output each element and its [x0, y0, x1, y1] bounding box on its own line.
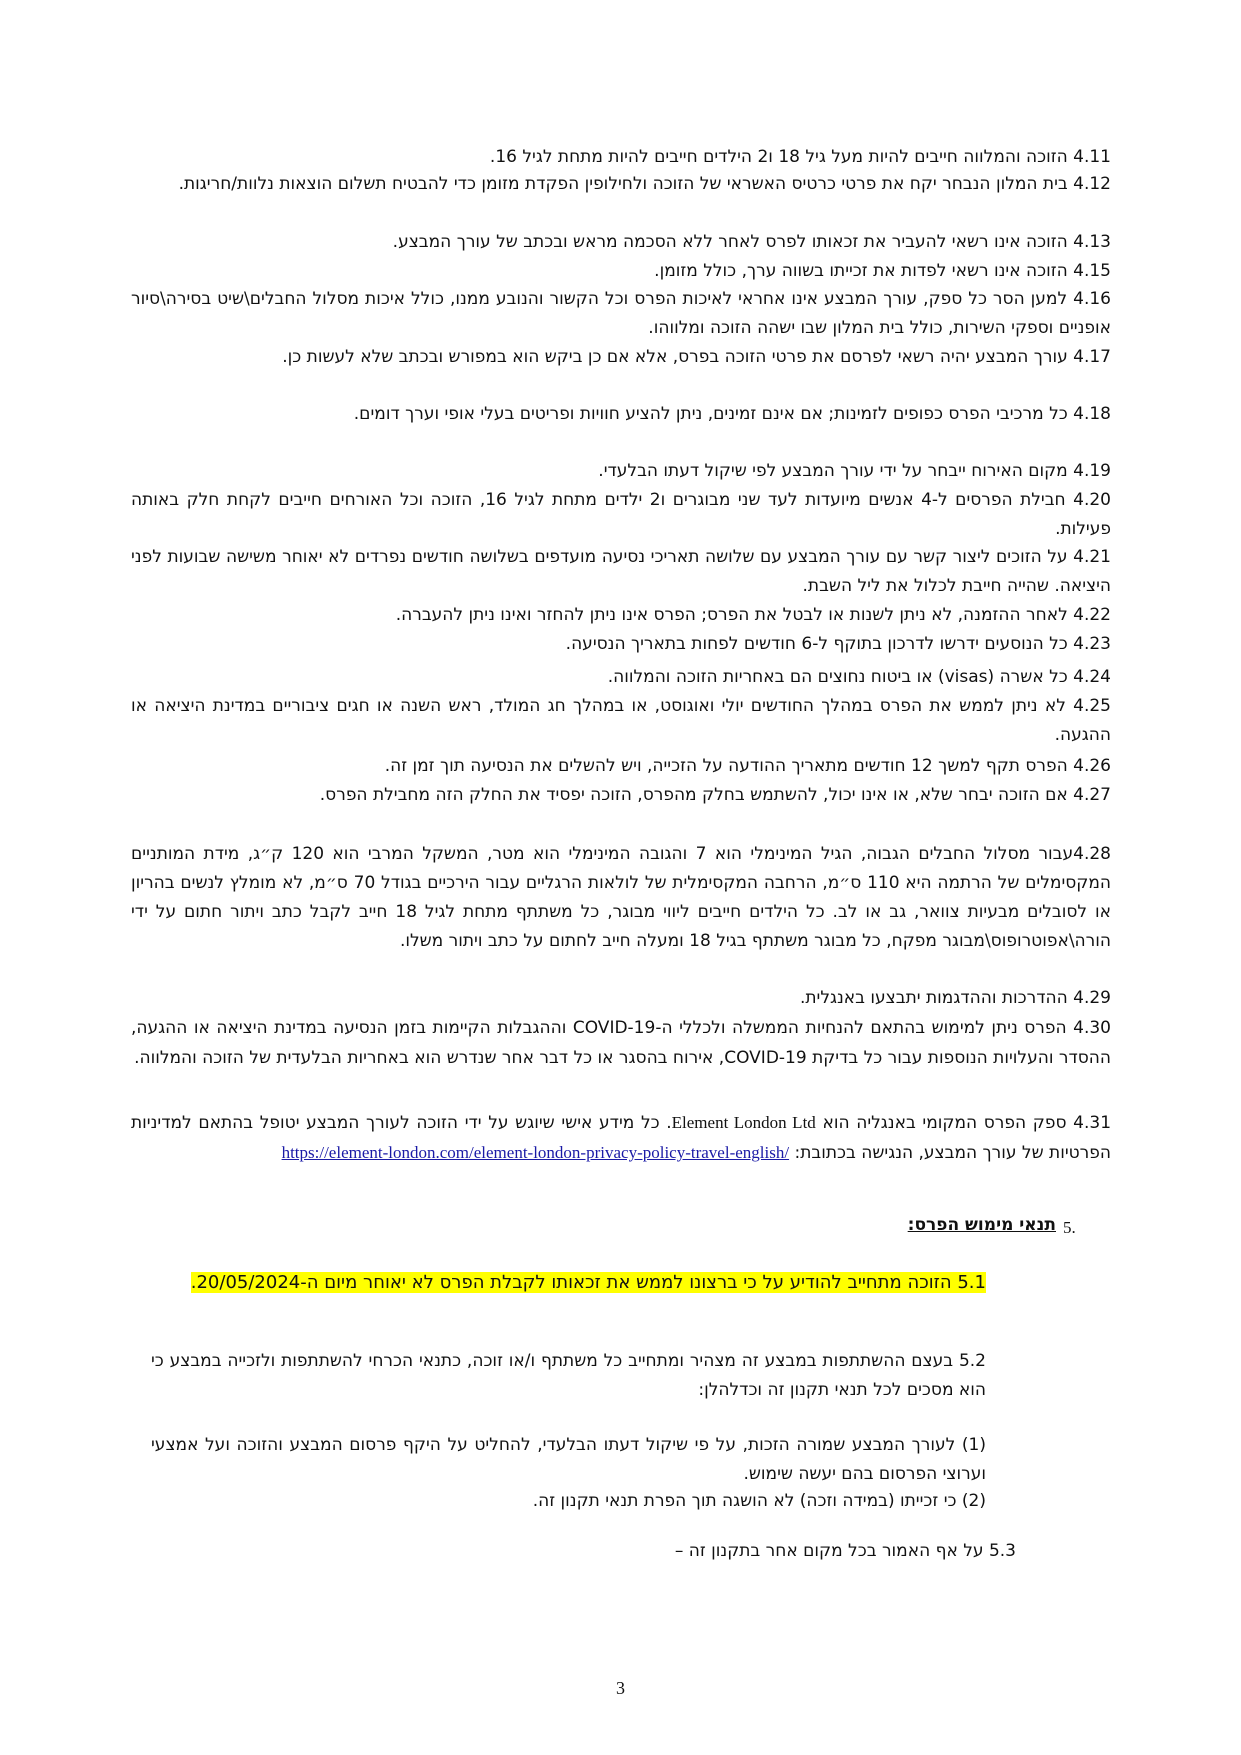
clause-4-31-body: . כל מידע אישי שיוגש על ידי הזוכה לעורך המבצע יטופל בהתאם למדיניות הפרטיות של עורך המבצע, הנגישה בכתובת: — [131, 1113, 1111, 1163]
clause-4-12: 4.12 בית המלון הנבחר יקח את פרטי כרטיס האשראי של הזוכה ולחילופין הפקדת מזומן כדי להבטיח תשלום הוצאות נלוות/חריגות. — [178, 174, 1111, 194]
clause-4-21: 4.21 על הזוכים ליצור קשר עם עורך המבצע עם שלושה תאריכי נסיעה מועדפים בשלושה חודשים נפרדים לא יאוחר משישה שבועות לפני היציאה. שהייה חייבת לכלול את ליל השבת. — [131, 547, 1111, 596]
clause-4-31 — [131, 1108, 1111, 1168]
page-number: 3 — [616, 1678, 625, 1698]
clause-4-24: 4.24 כל אשרה (visas) או ביטוח נחוצים הם באחריות הזוכה והמלווה. — [607, 667, 1111, 687]
clause-4-31-intro: 4.31 ספק הפרס המקומי באנגליה הוא — [822, 1113, 1112, 1133]
clause-4-22: 4.22 לאחר ההזמנה, לא ניתן לשנות או לבטל את הפרס; הפרס אינו ניתן להחזר ואינו ניתן להעברה. — [395, 605, 1111, 625]
section-5-title: תנאי מימוש הפרס: — [907, 1215, 1056, 1235]
clause-4-23: 4.23 כל הנוסעים ידרשו לדרכון בתוקף ל-6 חודשים לפחות בתאריך הנסיעה. — [565, 634, 1111, 654]
clause-4-18: 4.18 כל מרכיבי הפרס כפופים לזמינות; אם אינם זמינים, ניתן להציע חוויות ופריטים בעלי אופי וערך דומים. — [353, 404, 1111, 424]
clause-4-13: 4.13 הזוכה אינו רשאי להעביר את זכאותו לפרס לאחר ללא הסכמה מראש ובכתב של עורך המבצע. — [392, 232, 1111, 252]
clause-4-25: 4.25 לא ניתן לממש את הפרס במהלך החודשים יולי ואוגוסט, או במהלך חג המולד, ראש השנה או חגים ציבוריים במדינת היציאה או ההגעה. — [131, 696, 1111, 745]
clause-4-16: 4.16 למען הסר כל ספק, עורך המבצע אינו אחראי לאיכות הפרס וכל הקשור והנובע ממנו, כולל איכות מסלול החבלים\שיט בסירה\סיור אופניים וספקי השירות, כולל בית המלון שבו ישהה הזוכה ומלווהו. — [131, 289, 1111, 338]
clause-5-3: 5.3 על אף האמור בכל מקום אחר בתקנון זה – — [674, 1541, 1016, 1561]
clause-5-2: 5.2 בעצם ההשתתפות במבצע זה מצהיר ומתחייב כל משתתף ו/או זוכה, כתנאי הכרחי להשתתפות ולזכייה במבצע כי הוא מסכים לכל תנאי תקנון זה וכדלהלן: — [151, 1351, 986, 1400]
clause-5-2-1: (1) לעורך המבצע שמורה הזכות, על פי שיקול דעתו הבלעדי, להחליט על היקף פרסום המבצע והזוכה ועל אמצעי וערוצי הפרסום בהם יעשה שימוש. — [151, 1435, 986, 1484]
clause-4-26: 4.26 הפרס תקף למשך 12 חודשים מתאריך ההודעה על הזכייה, ויש להשלים את הנסיעה תוך זמן זה. — [384, 756, 1111, 776]
company-name: Element London Ltd — [671, 1113, 816, 1132]
clause-4-27: 4.27 אם הזוכה יבחר שלא, או אינו יכול, להשתמש בחלק מהפרס, הזוכה יפסיד את החלק הזה מחבילת הפרס. — [319, 785, 1111, 805]
clause-5-2-2: (2) כי זכייתו (במידה וזכה) לא הושגה תוך הפרת תנאי תקנון זה. — [532, 1491, 986, 1511]
clause-4-30: 4.30 הפרס ניתן למימוש בהתאם להנחיות הממשלה ולכללי ה-COVID-19 וההגבלות הקיימות בזמן הנסיעה במדינת היציאה או ההגעה, ההסדר והעלויות הנוספות עבור כל בדיקת COVID-19, אירוח בהסגר או כל דבר אחר שנדרש הוא באחריות הבלעדית של הזוכה והמלווה. — [131, 1018, 1111, 1068]
clause-4-11: 4.11 הזוכה והמלווה חייבים להיות מעל גיל 18 ו2 הילדים חייבים להיות מתחת לגיל 16. — [489, 147, 1111, 167]
clause-4-15: 4.15 הזוכה אינו רשאי לפדות את זכייתו בשווה ערך, כולל מזומן. — [654, 261, 1111, 281]
clause-5-1-highlight: 5.1 הזוכה מתחייב להודיע על כי ברצונו לממש את זכאותו לקבלת הפרס לא יאוחר מיום ה-20/05/2024. — [190, 1272, 986, 1293]
clause-5-1 — [151, 1268, 986, 1298]
section-5-number: 5. — [1063, 1218, 1076, 1237]
clause-4-28: 4.28עבור מסלול החבלים הגבוה, הגיל המינימלי הוא 7 והגובה המינימלי הוא מטר, המשקל המרבי הוא 120 ק״ג, מידת המותניים המקסימלים של הרתמה היא 110 ס״מ, הרחבה המקסימלית של לולאות הרגליים עבור הירכיים בגודל 70 ס״מ, לא מומלץ לנשים בהריון או לסובלים מבעיות צוואר, גב או לב. כל הילדים חייבים ליווי מבוגר, כל משתתף מתחת לגיל 18 חייב לקבל כתב ויתור חתום על ידי הורה\אפוטרופוס\מבוגר מפקח, כל מבוגר משתתף בגיל 18 ומעלה חייב לחתום על כתב ויתור משלו. — [131, 844, 1111, 951]
clause-4-29: 4.29 ההדרכות וההדגמות יתבצעו באנגלית. — [799, 988, 1111, 1008]
clause-4-17: 4.17 עורך המבצע יהיה רשאי לפרסם את פרטי הזוכה בפרס, אלא אם כן ביקש הוא במפורש ובכתב שלא לעשות כן. — [282, 347, 1111, 367]
clause-4-20: 4.20 חבילת הפרסים ל-4 אנשים מיועדות לעד שני מבוגרים ו2 ילדים מתחת לגיל 16, הזוכה וכל האורחים חייבים לקחת חלק באותה פעילות. — [131, 490, 1111, 539]
clause-4-19: 4.19 מקום האירוח ייבחר על ידי עורך המבצע לפי שיקול דעתו הבלעדי. — [598, 461, 1111, 481]
privacy-policy-link[interactable]: https://element-london.com/element-london-privacy-policy-travel-english/ — [281, 1143, 790, 1162]
